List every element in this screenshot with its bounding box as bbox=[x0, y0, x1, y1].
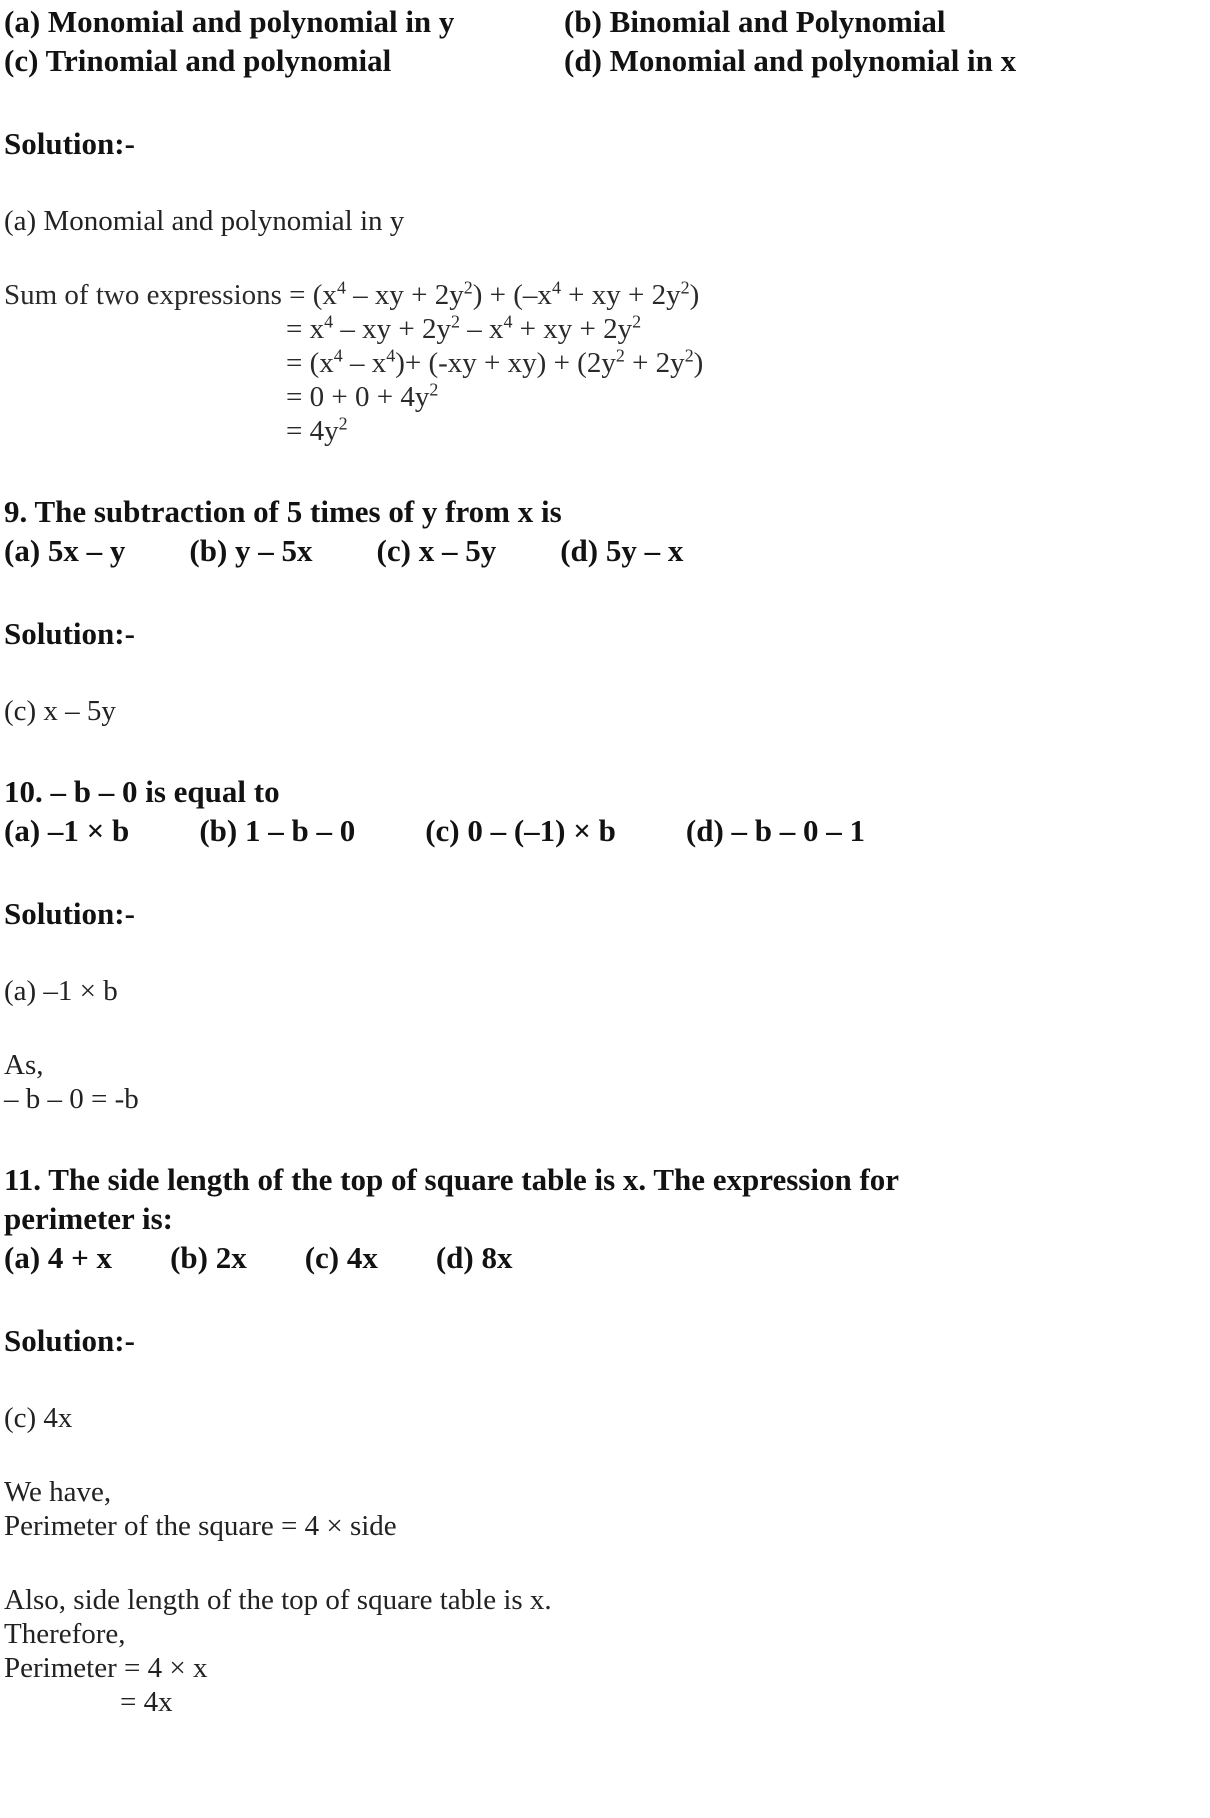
q9-option-c: (c) x – 5y bbox=[376, 533, 497, 568]
q11-solution-heading: Solution:- bbox=[4, 1323, 135, 1358]
q10-work-line: As, bbox=[4, 1049, 44, 1081]
q11-options-row bbox=[4, 1238, 1204, 1277]
q11-option-a: (a) 4 + x bbox=[4, 1240, 113, 1275]
q10-solution-heading: Solution:- bbox=[4, 896, 135, 931]
q8-option-a: (a) Monomial and polynomial in y bbox=[4, 4, 455, 39]
equation-line: = $(x^4 - x^4)+ (-xy + xy) + (2y^2 + 2y^2)$ bbox=[286, 345, 704, 379]
q11-work-line: Therefore, bbox=[4, 1618, 126, 1650]
q11-work-line: We have, bbox=[4, 1476, 112, 1508]
equation-line bbox=[4, 278, 1204, 312]
q11-working-a bbox=[4, 1475, 1204, 1543]
q11-work-line: Also, side length of the top of square table is x. bbox=[4, 1584, 552, 1616]
q11-working-b bbox=[4, 1583, 1204, 1719]
q8-options-grid bbox=[4, 2, 1204, 80]
equation-lead: Sum of two expressions bbox=[4, 279, 290, 311]
q11-answer: (c) 4x bbox=[4, 1402, 73, 1434]
q10-working bbox=[4, 1048, 1204, 1116]
equation-line: = $0 + 0 + 4y^2$ bbox=[286, 379, 439, 413]
q10-answer: (a) –1 × b bbox=[4, 975, 118, 1007]
q9-option-d: (d) 5y – x bbox=[560, 533, 684, 568]
q11-title: 11. The side length of the top of square table is x. The expression for perimeter is: bbox=[4, 1162, 899, 1236]
q11-work-line: Perimeter of the square = 4 × side bbox=[4, 1510, 397, 1542]
equation-rhs: = ($x^4$ – xy + $2y^2) + (-x^4$ + xy + $2y^2$) bbox=[289, 277, 700, 311]
q8-option-d: (d) Monomial and polynomial in x bbox=[564, 43, 1017, 78]
equation-line: = $4y^2$ bbox=[286, 413, 348, 447]
q8-solution-heading: Solution:- bbox=[4, 126, 135, 161]
equation-line: = $x^4$ – xy + $2y^2 - x^4$ + xy + $2y^2$ bbox=[286, 311, 642, 345]
q8-option-b: (b) Binomial and Polynomial bbox=[564, 4, 946, 39]
q10-work-line: – b – 0 = -b bbox=[4, 1083, 139, 1115]
q10-option-c: (c) 0 – (–1) × b bbox=[425, 813, 616, 848]
q9-solution-heading: Solution:- bbox=[4, 616, 135, 651]
q11-option-c: (c) 4x bbox=[304, 1240, 378, 1275]
q9-title: 9. The subtraction of 5 times of y from x is bbox=[4, 494, 562, 529]
q11-option-b: (b) 2x bbox=[170, 1240, 247, 1275]
q9-option-b: (b) y – 5x bbox=[189, 533, 313, 568]
q8-option-c: (c) Trinomial and polynomial bbox=[4, 43, 392, 78]
q9-option-a: (a) 5x – y bbox=[4, 533, 126, 568]
q10-title: 10. – b – 0 is equal to bbox=[4, 774, 280, 809]
q10-option-a: (a) –1 × b bbox=[4, 813, 130, 848]
q11-work-line: Perimeter = 4 × x bbox=[4, 1652, 208, 1684]
q9-options-row bbox=[4, 531, 1204, 570]
q8-working-equations bbox=[4, 278, 1204, 448]
q8-answer: (a) Monomial and polynomial in y bbox=[4, 205, 405, 237]
q10-options-row bbox=[4, 811, 1204, 850]
q9-answer: (c) x – 5y bbox=[4, 695, 116, 727]
q10-option-b: (b) 1 – b – 0 bbox=[199, 813, 356, 848]
q10-option-d: (d) – b – 0 – 1 bbox=[685, 813, 866, 848]
q11-option-d: (d) 8x bbox=[435, 1240, 513, 1275]
q11-final-line: = 4x bbox=[120, 1686, 173, 1718]
